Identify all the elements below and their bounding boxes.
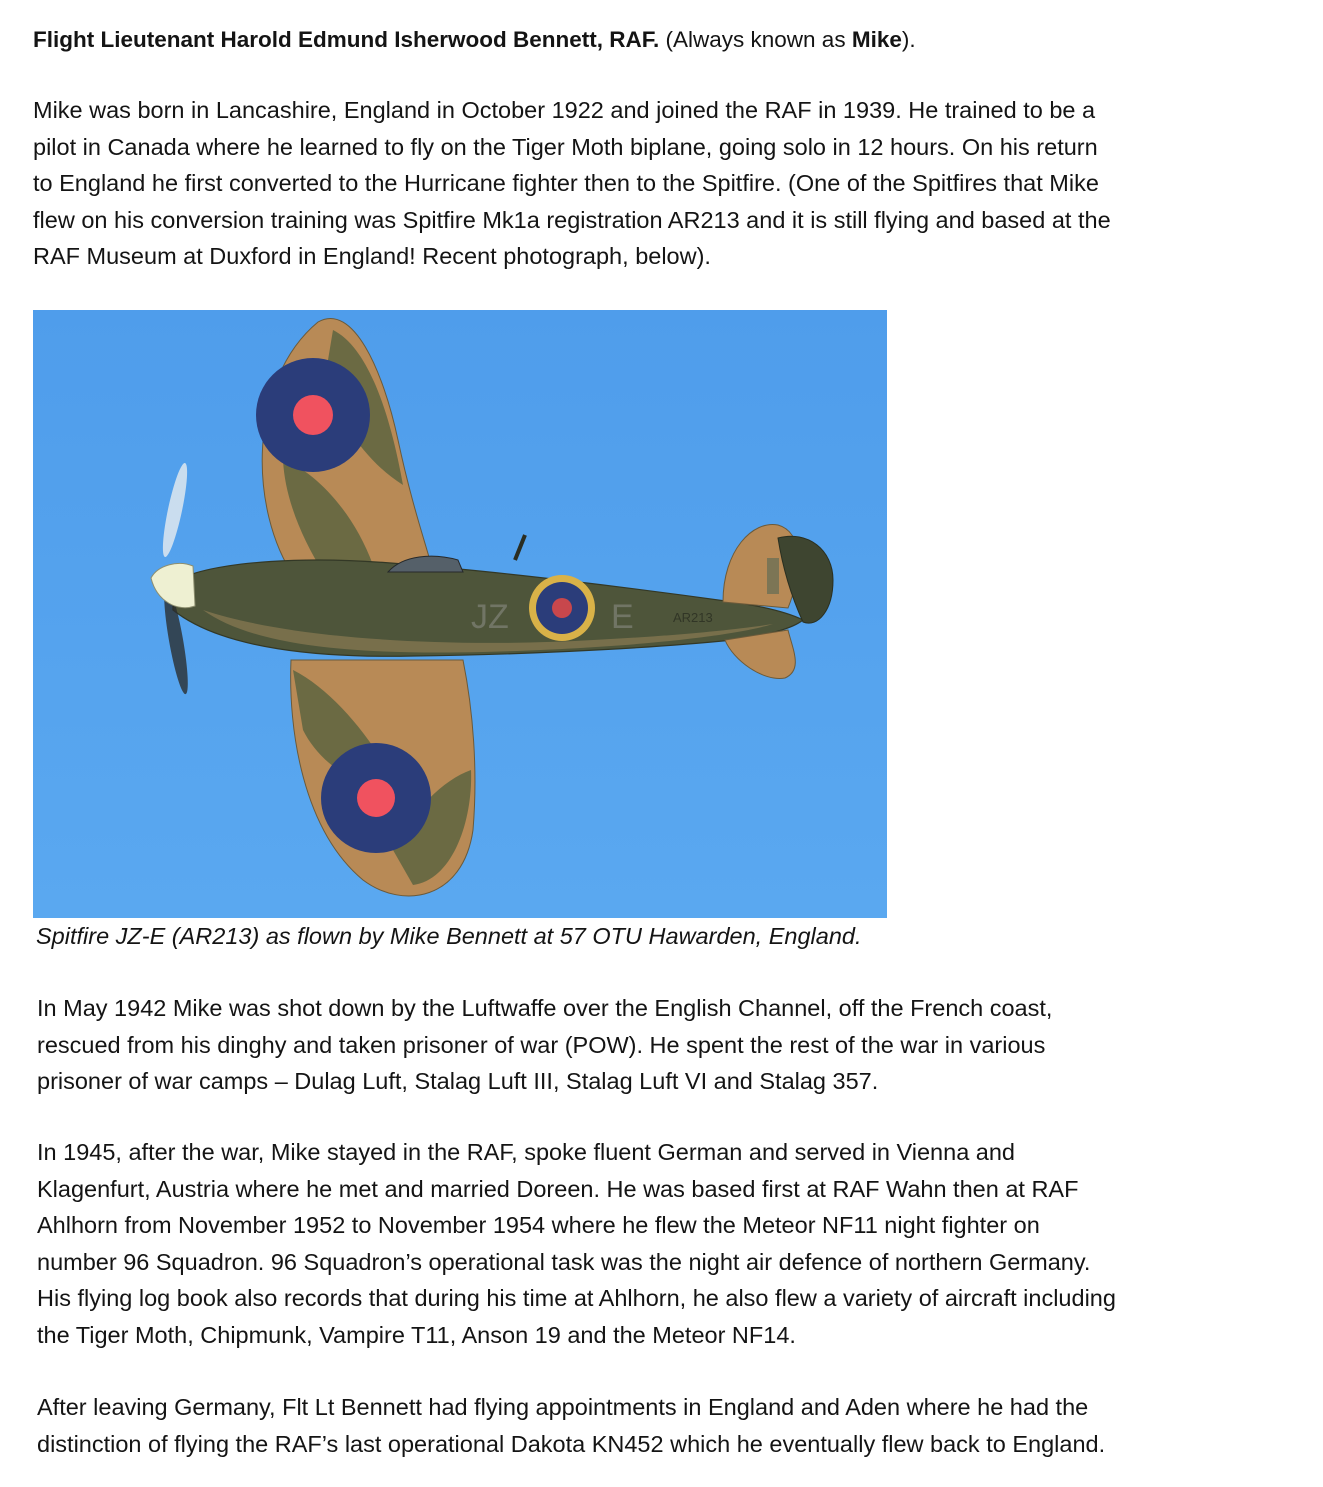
text-line: Mike was born in Lancashire, England in October 1922 and joined the RAF in 1939. He trained to be a <box>33 97 1096 123</box>
officer-name: Flight Lieutenant Harold Edmund Isherwood Bennett, RAF. <box>33 27 660 52</box>
aircraft-serial: AR213 <box>673 610 713 625</box>
text-line: prisoner of war camps – Dulag Luft, Stalag Luft III, Stalag Luft VI and Stalag 357. <box>37 1068 879 1095</box>
text-line: to England he first converted to the Hurricane fighter then to the Spitfire. (One of the Spitfires that Mike <box>33 170 1099 197</box>
paragraph-aden <box>37 1389 1307 1462</box>
upper-wing-roundel <box>256 358 370 472</box>
text-line: Ahlhorn from November 1952 to November 1954 where he flew the Meteor NF11 night fighter on <box>37 1212 1040 1239</box>
aka-prefix: (Always known as <box>659 27 852 52</box>
text-line: flew on his conversion training was Spitfire Mk1a registration AR213 and it is still flying and based at the <box>33 206 1111 233</box>
photo-caption: Spitfire JZ-E (AR213) as flown by Mike Bennett at 57 OTU Hawarden, England. <box>36 923 862 949</box>
text-line: In May 1942 Mike was shot down by the Luftwaffe over the English Channel, off the French coast, <box>37 995 1053 1021</box>
text-line: the Tiger Moth, Chipmunk, Vampire T11, Anson 19 and the Meteor NF14. <box>37 1321 796 1348</box>
fuselage-code: JZ <box>471 598 509 636</box>
aka-suffix: ). <box>901 27 916 52</box>
text-line: His flying log book also records that during his time at Ahlhorn, he also flew a variety of aircraft including <box>37 1285 1116 1312</box>
lower-wing-roundel <box>321 743 431 853</box>
page-title <box>33 22 1303 58</box>
paragraph-early-life <box>33 92 1303 275</box>
text-line: rescued from his dinghy and taken prisoner of war (POW). He spent the rest of the war in various <box>37 1031 1046 1058</box>
text-line: In 1945, after the war, Mike stayed in the RAF, spoke fluent German and served in Vienna and <box>37 1139 1016 1165</box>
spitfire-photo <box>33 310 887 918</box>
text-line: After leaving Germany, Flt Lt Bennett had flying appointments in England and Aden where he had the <box>37 1394 1089 1420</box>
text-line: RAF Museum at Duxford in England! Recent photograph, below). <box>33 243 711 270</box>
paragraph-pow <box>37 990 1307 1100</box>
text-line: distinction of flying the RAF’s last operational Dakota KN452 which he eventually flew back to England. <box>37 1430 1106 1457</box>
text-line: number 96 Squadron. 96 Squadron’s operational task was the night air defence of northern Germany. <box>37 1248 1091 1275</box>
paragraph-postwar <box>37 1134 1307 1354</box>
fuselage-letter: E <box>611 598 634 636</box>
fuselage-roundel <box>529 575 595 641</box>
text-line: Klagenfurt, Austria where he met and married Doreen. He was based first at RAF Wahn then at RAF <box>37 1175 1079 1202</box>
text-line: pilot in Canada where he learned to fly on the Tiger Moth biplane, going solo in 12 hours. On his return <box>33 133 1098 160</box>
fin-flash <box>767 558 779 594</box>
aka-name: Mike <box>851 27 902 52</box>
spitfire-illustration <box>33 310 887 918</box>
